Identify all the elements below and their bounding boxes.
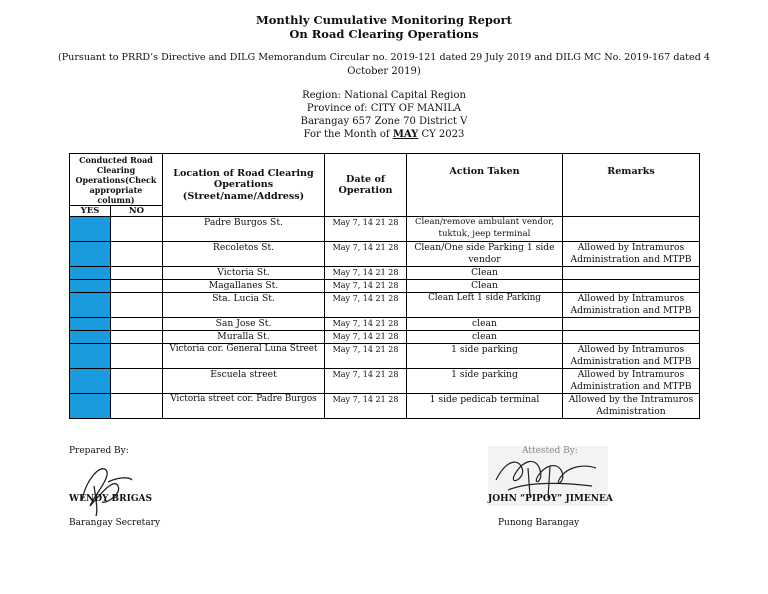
header-conducted: Conducted Road Clearing Operations(Check appropriate column) <box>70 154 163 206</box>
yes-check-cell <box>70 267 111 280</box>
remarks-cell <box>563 267 700 280</box>
location-cell: Magallanes St. <box>163 280 325 293</box>
yes-check-cell <box>70 280 111 293</box>
yes-check-cell <box>70 344 111 369</box>
location-cell: Victoria street cor. Padre Burgos <box>163 394 325 419</box>
remarks-cell: Allowed by Intramuros Administration and MTPB <box>563 369 700 394</box>
prepared-name: WENDY BRIGAS <box>69 494 153 504</box>
prepared-signature-image <box>72 456 142 518</box>
table-body <box>70 217 700 419</box>
province-line: Province of: CITY OF MANILA <box>306 103 462 114</box>
date-cell: May 7, 14 21 28 <box>325 318 407 331</box>
month-prefix: For the Month of <box>303 129 393 140</box>
yes-check-cell <box>70 369 111 394</box>
month-suffix: CY 2023 <box>418 129 465 140</box>
action-cell: Clean/remove ambulant vendor, tuktuk, jeep terminal <box>407 217 563 242</box>
no-check-cell <box>111 318 163 331</box>
action-cell: Clean Left 1 side Parking <box>407 293 563 318</box>
location-cell: Padre Burgos St. <box>163 217 325 242</box>
no-check-cell <box>111 267 163 280</box>
yes-check-cell <box>70 318 111 331</box>
prepared-title: Barangay Secretary <box>69 518 161 528</box>
date-cell: May 7, 14 21 28 <box>325 267 407 280</box>
location-cell: San Jose St. <box>163 318 325 331</box>
table-row <box>70 217 700 242</box>
table-row <box>70 344 700 369</box>
no-check-cell <box>111 242 163 267</box>
remarks-cell <box>563 217 700 242</box>
remarks-cell: Allowed by the Intramuros Administration <box>563 394 700 419</box>
table-row <box>70 242 700 267</box>
table-row <box>70 280 700 293</box>
location-cell: Victoria St. <box>163 267 325 280</box>
date-cell: May 7, 14 21 28 <box>325 217 407 242</box>
yes-check-cell <box>70 217 111 242</box>
header-action: Action Taken <box>407 154 563 217</box>
date-cell: May 7, 14 21 28 <box>325 394 407 419</box>
action-cell: Clean/One side Parking 1 side vendor <box>407 242 563 267</box>
remarks-cell <box>563 318 700 331</box>
action-cell: clean <box>407 318 563 331</box>
header-date: Date of Operation <box>325 154 407 217</box>
region-line: Region: National Capital Region <box>302 90 466 101</box>
report-subtitle: On Road Clearing Operations <box>289 27 479 41</box>
prepared-by-label: Prepared By: <box>69 446 129 456</box>
location-cell: Escuela street <box>163 369 325 394</box>
location-cell: Sta. Lucia St. <box>163 293 325 318</box>
no-check-cell <box>111 217 163 242</box>
yes-check-cell <box>70 293 111 318</box>
table-row <box>70 369 700 394</box>
road-clearing-table <box>69 153 700 419</box>
header-remarks: Remarks <box>563 154 700 217</box>
pursuant-line-2: October 2019) <box>347 66 421 77</box>
action-cell: clean <box>407 331 563 344</box>
barangay-line: Barangay 657 Zone 70 District V <box>300 116 468 127</box>
action-cell: 1 side parking <box>407 369 563 394</box>
date-cell: May 7, 14 21 28 <box>325 242 407 267</box>
month-value: MAY <box>392 129 419 140</box>
remarks-cell <box>563 331 700 344</box>
attested-name: JOHN “PIPOY” JIMENEA <box>488 494 613 504</box>
location-cell: Muralla St. <box>163 331 325 344</box>
date-cell: May 7, 14 21 28 <box>325 293 407 318</box>
no-check-cell <box>111 394 163 419</box>
date-cell: May 7, 14 21 28 <box>325 331 407 344</box>
attested-title: Punong Barangay <box>498 518 580 528</box>
table-row <box>70 394 700 419</box>
yes-check-cell <box>70 242 111 267</box>
date-cell: May 7, 14 21 28 <box>325 344 407 369</box>
action-cell: Clean <box>407 280 563 293</box>
action-cell: 1 side parking <box>407 344 563 369</box>
location-cell: Victoria cor. General Luna Street <box>163 344 325 369</box>
remarks-cell: Allowed by Intramuros Administration and MTPB <box>563 344 700 369</box>
no-check-cell <box>111 344 163 369</box>
no-check-cell <box>111 293 163 318</box>
remarks-cell: Allowed by Intramuros Administration and MTPB <box>563 242 700 267</box>
date-cell: May 7, 14 21 28 <box>325 280 407 293</box>
remarks-cell <box>563 280 700 293</box>
location-cell: Recoletos St. <box>163 242 325 267</box>
action-cell: Clean <box>407 267 563 280</box>
table-row <box>70 293 700 318</box>
yes-check-cell <box>70 394 111 419</box>
no-check-cell <box>111 280 163 293</box>
table-row <box>70 267 700 280</box>
yes-check-cell <box>70 331 111 344</box>
no-check-cell <box>111 331 163 344</box>
no-check-cell <box>111 369 163 394</box>
date-cell: May 7, 14 21 28 <box>325 369 407 394</box>
action-cell: 1 side pedicab terminal <box>407 394 563 419</box>
table-row <box>70 318 700 331</box>
header-location: Location of Road Clearing Operations (Street/name/Address) <box>163 154 325 217</box>
header-yes: YES <box>70 206 111 217</box>
pursuant-line-1: (Pursuant to PRRD’s Directive and DILG Memorandum Circular no. 2019-121 dated 29 July 2019 and DILG MC No. 2019-167 dated 4 <box>57 52 711 63</box>
header-no: NO <box>111 206 163 217</box>
table-row <box>70 331 700 344</box>
report-title: Monthly Cumulative Monitoring Report <box>256 13 512 27</box>
remarks-cell: Allowed by Intramuros Administration and MTPB <box>563 293 700 318</box>
month-line <box>0 129 768 140</box>
